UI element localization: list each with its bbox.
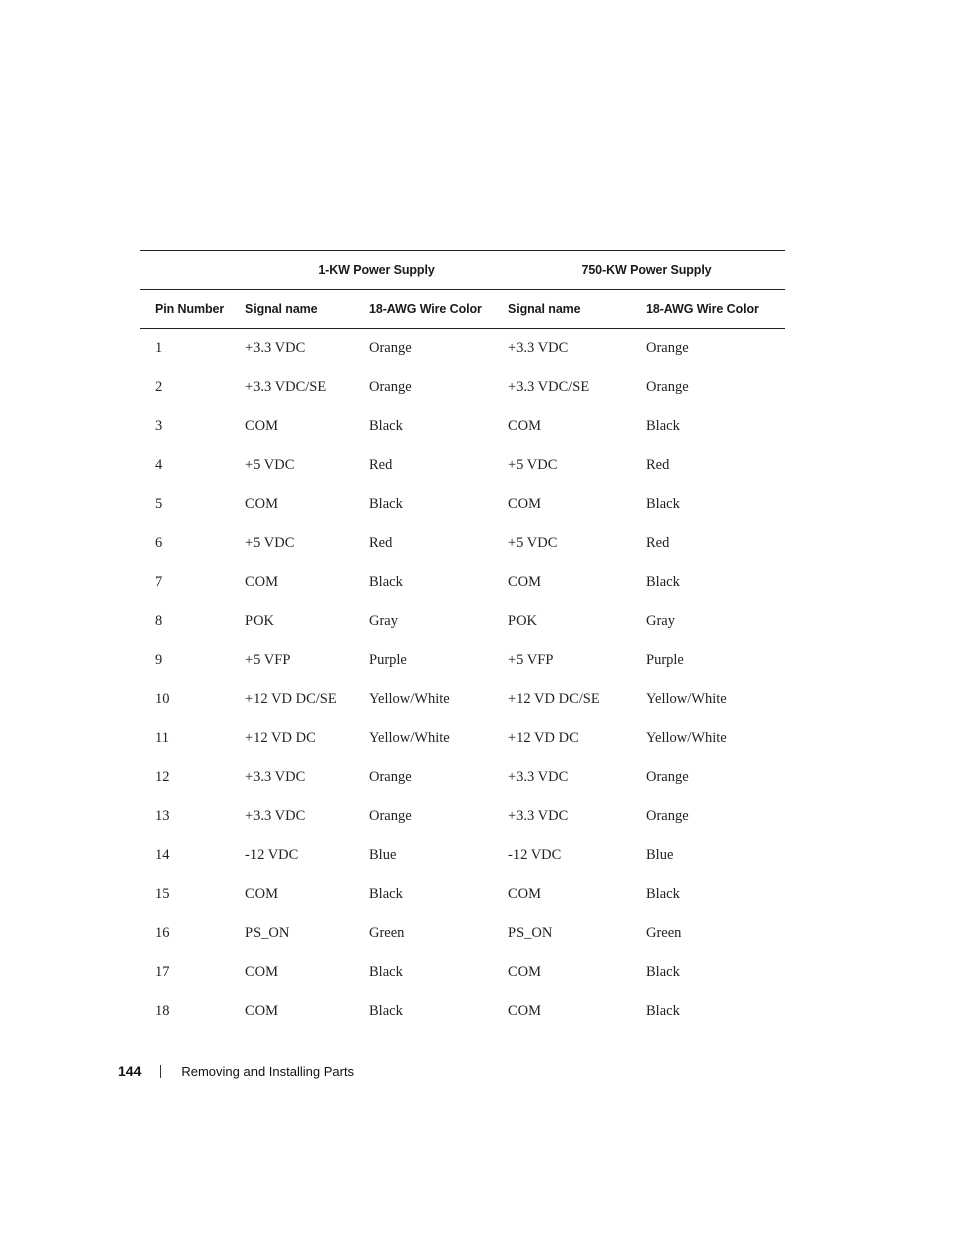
power-supply-pinout-table: [140, 250, 785, 1031]
table-row: [140, 524, 785, 563]
cell-signal-name-750kw: COM: [508, 1003, 542, 1019]
cell-wire-color-1kw: Blue: [369, 847, 397, 863]
cell-signal-name-1kw: +12 VD DC/SE: [245, 691, 337, 707]
cell-pin-number: 3: [155, 418, 163, 434]
cell-signal-name-1kw: POK: [245, 613, 275, 629]
column-header-signal-name-1kw: Signal name: [245, 290, 369, 329]
cell-signal-name-1kw: +5 VFP: [245, 652, 291, 668]
table-row: [140, 641, 785, 680]
table-row: [140, 329, 785, 369]
cell-wire-color-750kw: Black: [646, 574, 680, 590]
cell-signal-name-1kw: COM: [245, 886, 279, 902]
pinout-table-body: [140, 329, 785, 1032]
cell-pin-number: 12: [155, 769, 170, 785]
cell-wire-color-750kw: Black: [646, 496, 680, 512]
cell-signal-name-1kw: +5 VDC: [245, 457, 295, 473]
table-row: [140, 953, 785, 992]
cell-wire-color-750kw: Yellow/White: [646, 730, 727, 746]
cell-wire-color-750kw: Orange: [646, 769, 689, 785]
cell-pin-number: 6: [155, 535, 163, 551]
cell-pin-number: 2: [155, 379, 163, 395]
cell-signal-name-750kw: COM: [508, 496, 542, 512]
cell-signal-name-750kw: +3.3 VDC: [508, 808, 569, 824]
cell-signal-name-750kw: +12 VD DC/SE: [508, 691, 600, 707]
table-row: [140, 368, 785, 407]
cell-signal-name-1kw: +3.3 VDC/SE: [245, 379, 327, 395]
cell-pin-number: 11: [155, 730, 169, 746]
cell-signal-name-750kw: +3.3 VDC: [508, 340, 569, 356]
cell-pin-number: 4: [155, 457, 163, 473]
cell-pin-number: 5: [155, 496, 163, 512]
cell-wire-color-1kw: Yellow/White: [369, 691, 450, 707]
group-header-1kw: 1-KW Power Supply: [245, 251, 508, 290]
cell-pin-number: 15: [155, 886, 170, 902]
cell-wire-color-750kw: Yellow/White: [646, 691, 727, 707]
table-row: [140, 407, 785, 446]
footer-section-title: Removing and Installing Parts: [181, 1063, 355, 1079]
cell-wire-color-750kw: Orange: [646, 379, 689, 395]
group-header-750kw: 750-KW Power Supply: [508, 251, 785, 290]
cell-pin-number: 18: [155, 1003, 170, 1019]
cell-signal-name-1kw: COM: [245, 496, 279, 512]
cell-wire-color-750kw: Blue: [646, 847, 674, 863]
cell-wire-color-1kw: Black: [369, 886, 403, 902]
cell-pin-number: 14: [155, 847, 170, 863]
cell-wire-color-750kw: Purple: [646, 652, 684, 668]
cell-pin-number: 16: [155, 925, 170, 941]
cell-wire-color-1kw: Orange: [369, 340, 412, 356]
cell-signal-name-750kw: +5 VDC: [508, 535, 558, 551]
cell-signal-name-1kw: +12 VD DC: [245, 730, 316, 746]
page-footer: [118, 1062, 354, 1080]
table-row: [140, 914, 785, 953]
cell-signal-name-750kw: COM: [508, 886, 542, 902]
cell-signal-name-750kw: +12 VD DC: [508, 730, 579, 746]
table-row: [140, 836, 785, 875]
power-supply-pinout-table-container: [140, 250, 785, 1031]
cell-pin-number: 9: [155, 652, 163, 668]
cell-signal-name-1kw: +3.3 VDC: [245, 340, 306, 356]
cell-wire-color-1kw: Black: [369, 574, 403, 590]
cell-signal-name-1kw: COM: [245, 574, 279, 590]
column-header-wire-color-750kw: 18-AWG Wire Color: [646, 290, 785, 329]
cell-wire-color-1kw: Red: [369, 457, 393, 473]
cell-wire-color-750kw: Red: [646, 457, 670, 473]
cell-pin-number: 17: [155, 964, 170, 980]
cell-signal-name-1kw: PS_ON: [245, 925, 290, 941]
cell-signal-name-750kw: -12 VDC: [508, 847, 562, 863]
footer-divider: [160, 1065, 161, 1078]
group-header-empty: [140, 251, 245, 290]
cell-signal-name-1kw: COM: [245, 418, 279, 434]
page-number: 144: [118, 1063, 142, 1079]
cell-signal-name-1kw: -12 VDC: [245, 847, 299, 863]
table-row: [140, 719, 785, 758]
cell-wire-color-1kw: Black: [369, 1003, 403, 1019]
cell-wire-color-750kw: Orange: [646, 340, 689, 356]
cell-signal-name-1kw: COM: [245, 964, 279, 980]
cell-wire-color-1kw: Purple: [369, 652, 407, 668]
cell-wire-color-1kw: Orange: [369, 379, 412, 395]
column-header-pin-number: Pin Number: [140, 290, 245, 329]
column-header-row: [140, 290, 785, 329]
cell-signal-name-750kw: +5 VFP: [508, 652, 554, 668]
table-row: [140, 758, 785, 797]
cell-pin-number: 1: [155, 340, 163, 356]
cell-wire-color-750kw: Orange: [646, 808, 689, 824]
cell-signal-name-1kw: +5 VDC: [245, 535, 295, 551]
cell-wire-color-1kw: Black: [369, 496, 403, 512]
cell-signal-name-750kw: POK: [508, 613, 538, 629]
cell-wire-color-750kw: Green: [646, 925, 682, 941]
cell-signal-name-1kw: +3.3 VDC: [245, 769, 306, 785]
cell-wire-color-1kw: Yellow/White: [369, 730, 450, 746]
table-row: [140, 992, 785, 1031]
table-row: [140, 602, 785, 641]
cell-wire-color-750kw: Black: [646, 418, 680, 434]
table-row: [140, 875, 785, 914]
cell-signal-name-1kw: COM: [245, 1003, 279, 1019]
table-row: [140, 797, 785, 836]
cell-signal-name-750kw: +3.3 VDC/SE: [508, 379, 590, 395]
cell-pin-number: 7: [155, 574, 163, 590]
cell-wire-color-750kw: Red: [646, 535, 670, 551]
cell-signal-name-750kw: COM: [508, 418, 542, 434]
table-row: [140, 446, 785, 485]
cell-wire-color-750kw: Black: [646, 886, 680, 902]
cell-signal-name-750kw: PS_ON: [508, 925, 553, 941]
cell-wire-color-1kw: Orange: [369, 808, 412, 824]
cell-pin-number: 8: [155, 613, 163, 629]
column-header-signal-name-750kw: Signal name: [508, 290, 646, 329]
group-header-row: [140, 251, 785, 290]
cell-wire-color-1kw: Orange: [369, 769, 412, 785]
table-row: [140, 680, 785, 719]
cell-wire-color-1kw: Black: [369, 964, 403, 980]
table-row: [140, 485, 785, 524]
cell-wire-color-1kw: Green: [369, 925, 405, 941]
cell-signal-name-750kw: +5 VDC: [508, 457, 558, 473]
cell-signal-name-750kw: COM: [508, 964, 542, 980]
cell-wire-color-1kw: Red: [369, 535, 393, 551]
column-header-wire-color-1kw: 18-AWG Wire Color: [369, 290, 508, 329]
cell-wire-color-750kw: Black: [646, 964, 680, 980]
cell-wire-color-750kw: Black: [646, 1003, 680, 1019]
cell-pin-number: 13: [155, 808, 170, 824]
cell-signal-name-750kw: COM: [508, 574, 542, 590]
cell-pin-number: 10: [155, 691, 170, 707]
cell-wire-color-1kw: Gray: [369, 613, 398, 629]
table-row: [140, 563, 785, 602]
cell-signal-name-750kw: +3.3 VDC: [508, 769, 569, 785]
cell-wire-color-750kw: Gray: [646, 613, 675, 629]
cell-wire-color-1kw: Black: [369, 418, 403, 434]
cell-signal-name-1kw: +3.3 VDC: [245, 808, 306, 824]
